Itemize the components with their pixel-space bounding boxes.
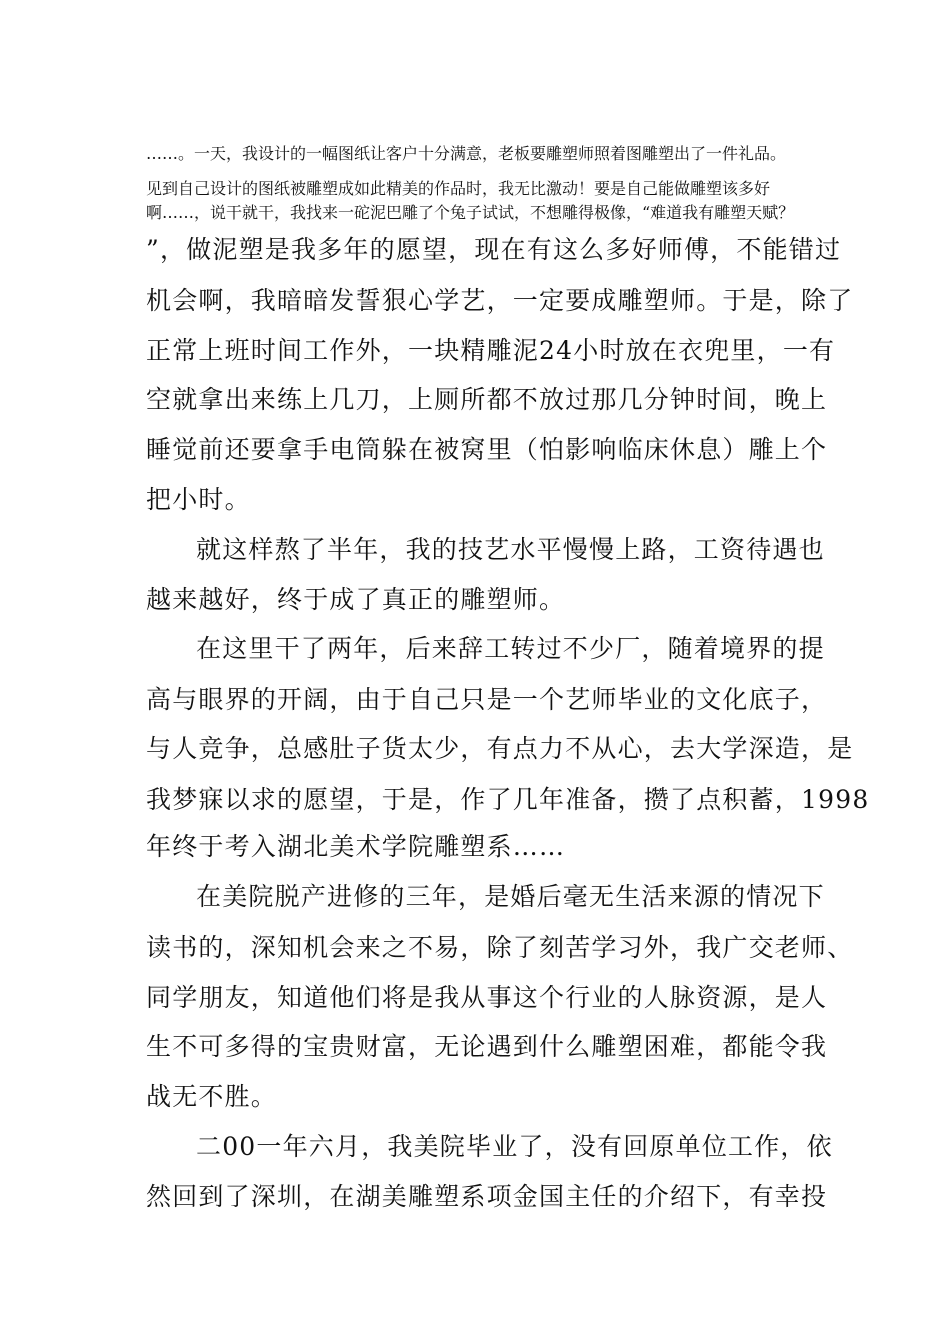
text-line: 越来越好，终于成了真正的雕塑师。 — [146, 585, 566, 614]
text-line: 我梦寐以求的愿望，于是，作了几年准备，攒了点积蓄，1998 — [146, 785, 870, 814]
text-line: 读书的，深知机会来之不易，除了刻苦学习外，我广交老师、 — [146, 933, 854, 962]
text-line: 机会啊，我暗暗发誓狠心学艺，一定要成雕塑师。于是，除了 — [146, 286, 854, 315]
text-line: 睡觉前还要拿手电筒躲在被窝里（怕影响临床休息）雕上个 — [146, 435, 828, 464]
text-line: ……。一天，我设计的一幅图纸让客户十分满意，老板要雕塑师照着图雕塑出了一件礼品。 — [146, 144, 787, 163]
paragraph-start-line: 在美院脱产进修的三年，是婚后毫无生活来源的情况下 — [196, 882, 825, 911]
text-line: 生不可多得的宝贵财富，无论遇到什么雕塑困难，都能令我 — [146, 1032, 828, 1061]
text-line: 与人竞争，总感肚子货太少，有点力不从心，去大学深造，是 — [146, 734, 854, 763]
paragraph-start-line: 就这样熬了半年，我的技艺水平慢慢上路，工资待遇也 — [196, 535, 825, 564]
text-line: 空就拿出来练上几刀，上厕所都不放过那几分钟时间，晚上 — [146, 385, 828, 414]
text-line: 战无不胜。 — [146, 1082, 278, 1111]
paragraph-start-line: 在这里干了两年，后来辞工转过不少厂，随着境界的提 — [196, 634, 825, 663]
text-line: 高与眼界的开阔，由于自己只是一个艺师毕业的文化底子， — [146, 685, 828, 714]
text-line: 同学朋友，知道他们将是我从事这个行业的人脉资源，是人 — [146, 983, 828, 1012]
text-line: 啊……，说干就干，我找来一砣泥巴雕了个兔子试试，不想雕得极像，“难道我有雕塑天赋？ — [146, 203, 795, 222]
text-line: 把小时。 — [146, 485, 251, 514]
text-line: ”，做泥塑是我多年的愿望，现在有这么多好师傅，不能错过 — [146, 235, 842, 264]
text-line: 见到自己设计的图纸被雕塑成如此精美的作品时，我无比激动！要是自己能做雕塑该多好 — [146, 179, 771, 198]
text-line: 正常上班时间工作外，一块精雕泥24小时放在衣兜里，一有 — [146, 336, 836, 365]
paragraph-start-line: 二00一年六月，我美院毕业了，没有回原单位工作，依 — [196, 1132, 833, 1161]
text-line: 年终于考入湖北美术学院雕塑系…… — [146, 832, 566, 861]
text-line: 然回到了深圳，在湖美雕塑系项金国主任的介绍下，有幸投 — [146, 1182, 828, 1211]
